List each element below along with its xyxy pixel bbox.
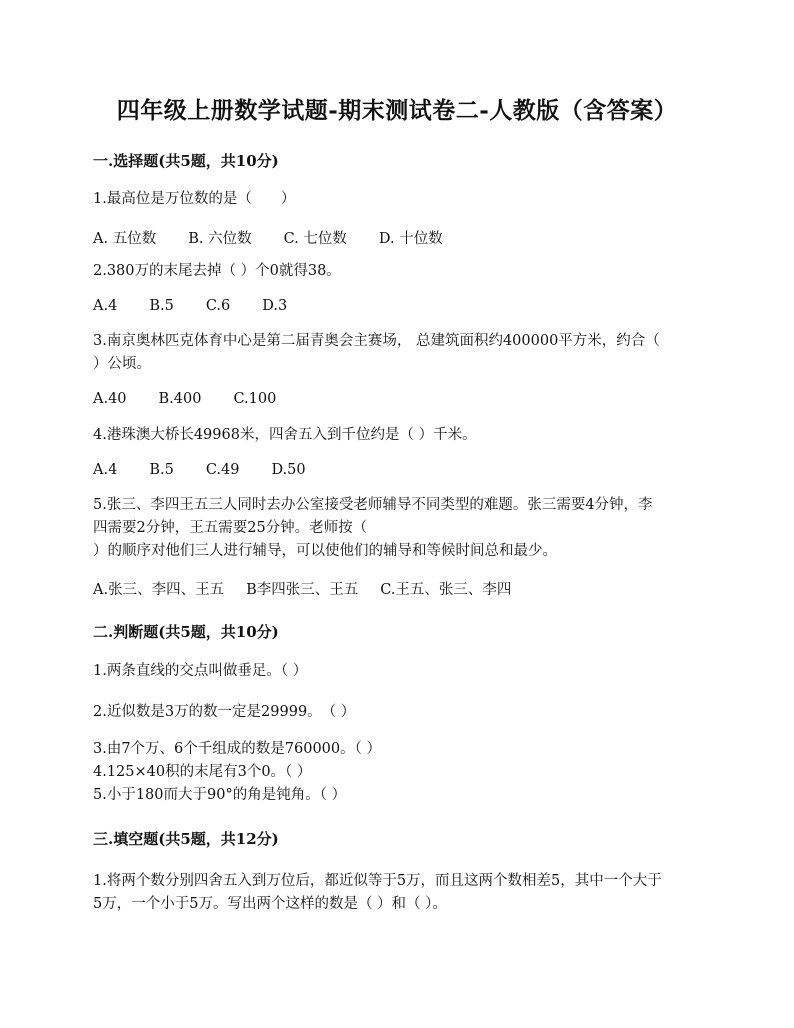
options-1-3 <box>93 391 308 407</box>
option: A.4 <box>93 462 118 478</box>
option: B.400 <box>158 391 202 407</box>
option: D. 十位数 <box>378 231 443 247</box>
question-1-3-line-1: 3.南京奥林匹克体育中心是第二届青奥会主赛场， 总建筑面积约400000平方米，约合（ <box>93 333 660 349</box>
question-1-5-line-3: ）的顺序对他们三人进行辅导，可以使他们的辅导和等候时间总和最少。 <box>93 543 557 559</box>
option: A. 五位数 <box>93 231 157 247</box>
question-3-1-line-2: 5万，一个小于5万。写出两个这样的数是（ ）和（ ）。 <box>93 896 447 912</box>
option: B李四张三、王五 <box>246 582 359 598</box>
options-1-1 <box>93 227 475 248</box>
option: B.5 <box>149 298 174 314</box>
option: D.3 <box>262 298 288 314</box>
section-heading-fill-in: 三.填空题(共5题，共12分) <box>93 830 279 848</box>
question-1-5-line-1: 5.张三、李四王五三人同时去办公室接受老师辅导不同类型的难题。张三需要4分钟，李 <box>93 497 653 513</box>
option: C. 七位数 <box>283 231 347 247</box>
options-1-2 <box>93 298 319 314</box>
option: D.50 <box>271 462 306 478</box>
question-3-1-line-1: 1.将两个数分别四舍五入到万位后，都近似等于5万，而且这两个数相差5，其中一个大于 <box>93 873 662 889</box>
question-2-5: 5.小于180而大于90°的角是钝角。（ ） <box>93 787 347 803</box>
page-title: 四年级上册数学试题-期末测试卷二-人教版（含答案） <box>116 97 678 124</box>
option: C.王五、张三、李四 <box>380 582 512 598</box>
option: B. 六位数 <box>188 231 252 247</box>
option: B.5 <box>149 462 174 478</box>
option: A.40 <box>93 391 127 407</box>
question-2-3: 3.由7个万、6个千组成的数是760000。（ ） <box>93 741 381 757</box>
section-heading-choice: 一.选择题(共5题，共10分) <box>93 152 279 170</box>
options-1-4 <box>93 462 338 478</box>
question-1-2: 2.380万的末尾去掉（ ）个0就得38。 <box>93 263 341 279</box>
option: C.100 <box>233 391 277 407</box>
question-2-4: 4.125×40积的末尾有3个0。（ ） <box>93 764 312 780</box>
option: C.6 <box>205 298 231 314</box>
question-1-5-line-2: 四需要2分钟，王五需要25分钟。老师按（ <box>93 520 368 536</box>
option: A.4 <box>93 298 118 314</box>
question-2-2: 2.近似数是3万的数一定是29999。 （ ） <box>93 704 356 720</box>
question-1-3-line-2: ）公顷。 <box>93 356 151 372</box>
option: A.张三、李四、王五 <box>93 582 225 598</box>
option: C.49 <box>205 462 240 478</box>
question-2-1: 1.两条直线的交点叫做垂足。（ ） <box>93 663 308 679</box>
options-1-5 <box>93 578 533 599</box>
question-1-4: 4.港珠澳大桥长49968米，四舍五入到千位约是（ ）千米。 <box>93 427 477 443</box>
section-heading-judgement: 二.判断题(共5题，共10分) <box>93 623 279 641</box>
question-1-1: 1.最高位是万位数的是（ ） <box>93 191 296 207</box>
